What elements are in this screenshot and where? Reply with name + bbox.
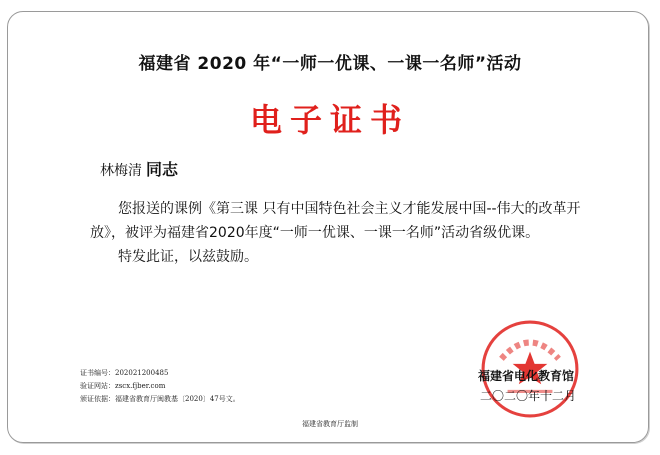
certificate-meta bbox=[80, 367, 240, 406]
certificate-body bbox=[90, 197, 600, 269]
certificate-number: 证书编号：202021200485 bbox=[80, 369, 169, 377]
supervision-note: 福建省教育厅监制 bbox=[302, 420, 358, 428]
certificate-heading: 电子证书 bbox=[249, 101, 410, 139]
verification-website: 验证网站：zscx.fjber.com bbox=[80, 382, 166, 390]
issuance-basis: 颁证依据：福建省教育厅闽教基〔2020〕47号文。 bbox=[80, 395, 240, 403]
recipient-line bbox=[100, 157, 178, 180]
award-paragraph: 您报送的课例《第三课 只有中国特色社会主义才能发展中国--伟大的改革开放》，被评为福建省2020年度“一师一优课、一课一名师”活动省级优课。 bbox=[90, 201, 581, 241]
recipient-name: 林梅清 bbox=[100, 163, 142, 179]
encouragement-paragraph: 特发此证，以兹鼓励。 bbox=[118, 249, 258, 265]
recipient-suffix: 同志 bbox=[146, 160, 179, 179]
issue-date: 二〇二〇年十二月 bbox=[480, 389, 577, 403]
certificate-title: 福建省 2020 年“一师一优课、一课一名师”活动 bbox=[138, 54, 522, 74]
issuer-name: 福建省电化教育馆 bbox=[478, 369, 575, 383]
